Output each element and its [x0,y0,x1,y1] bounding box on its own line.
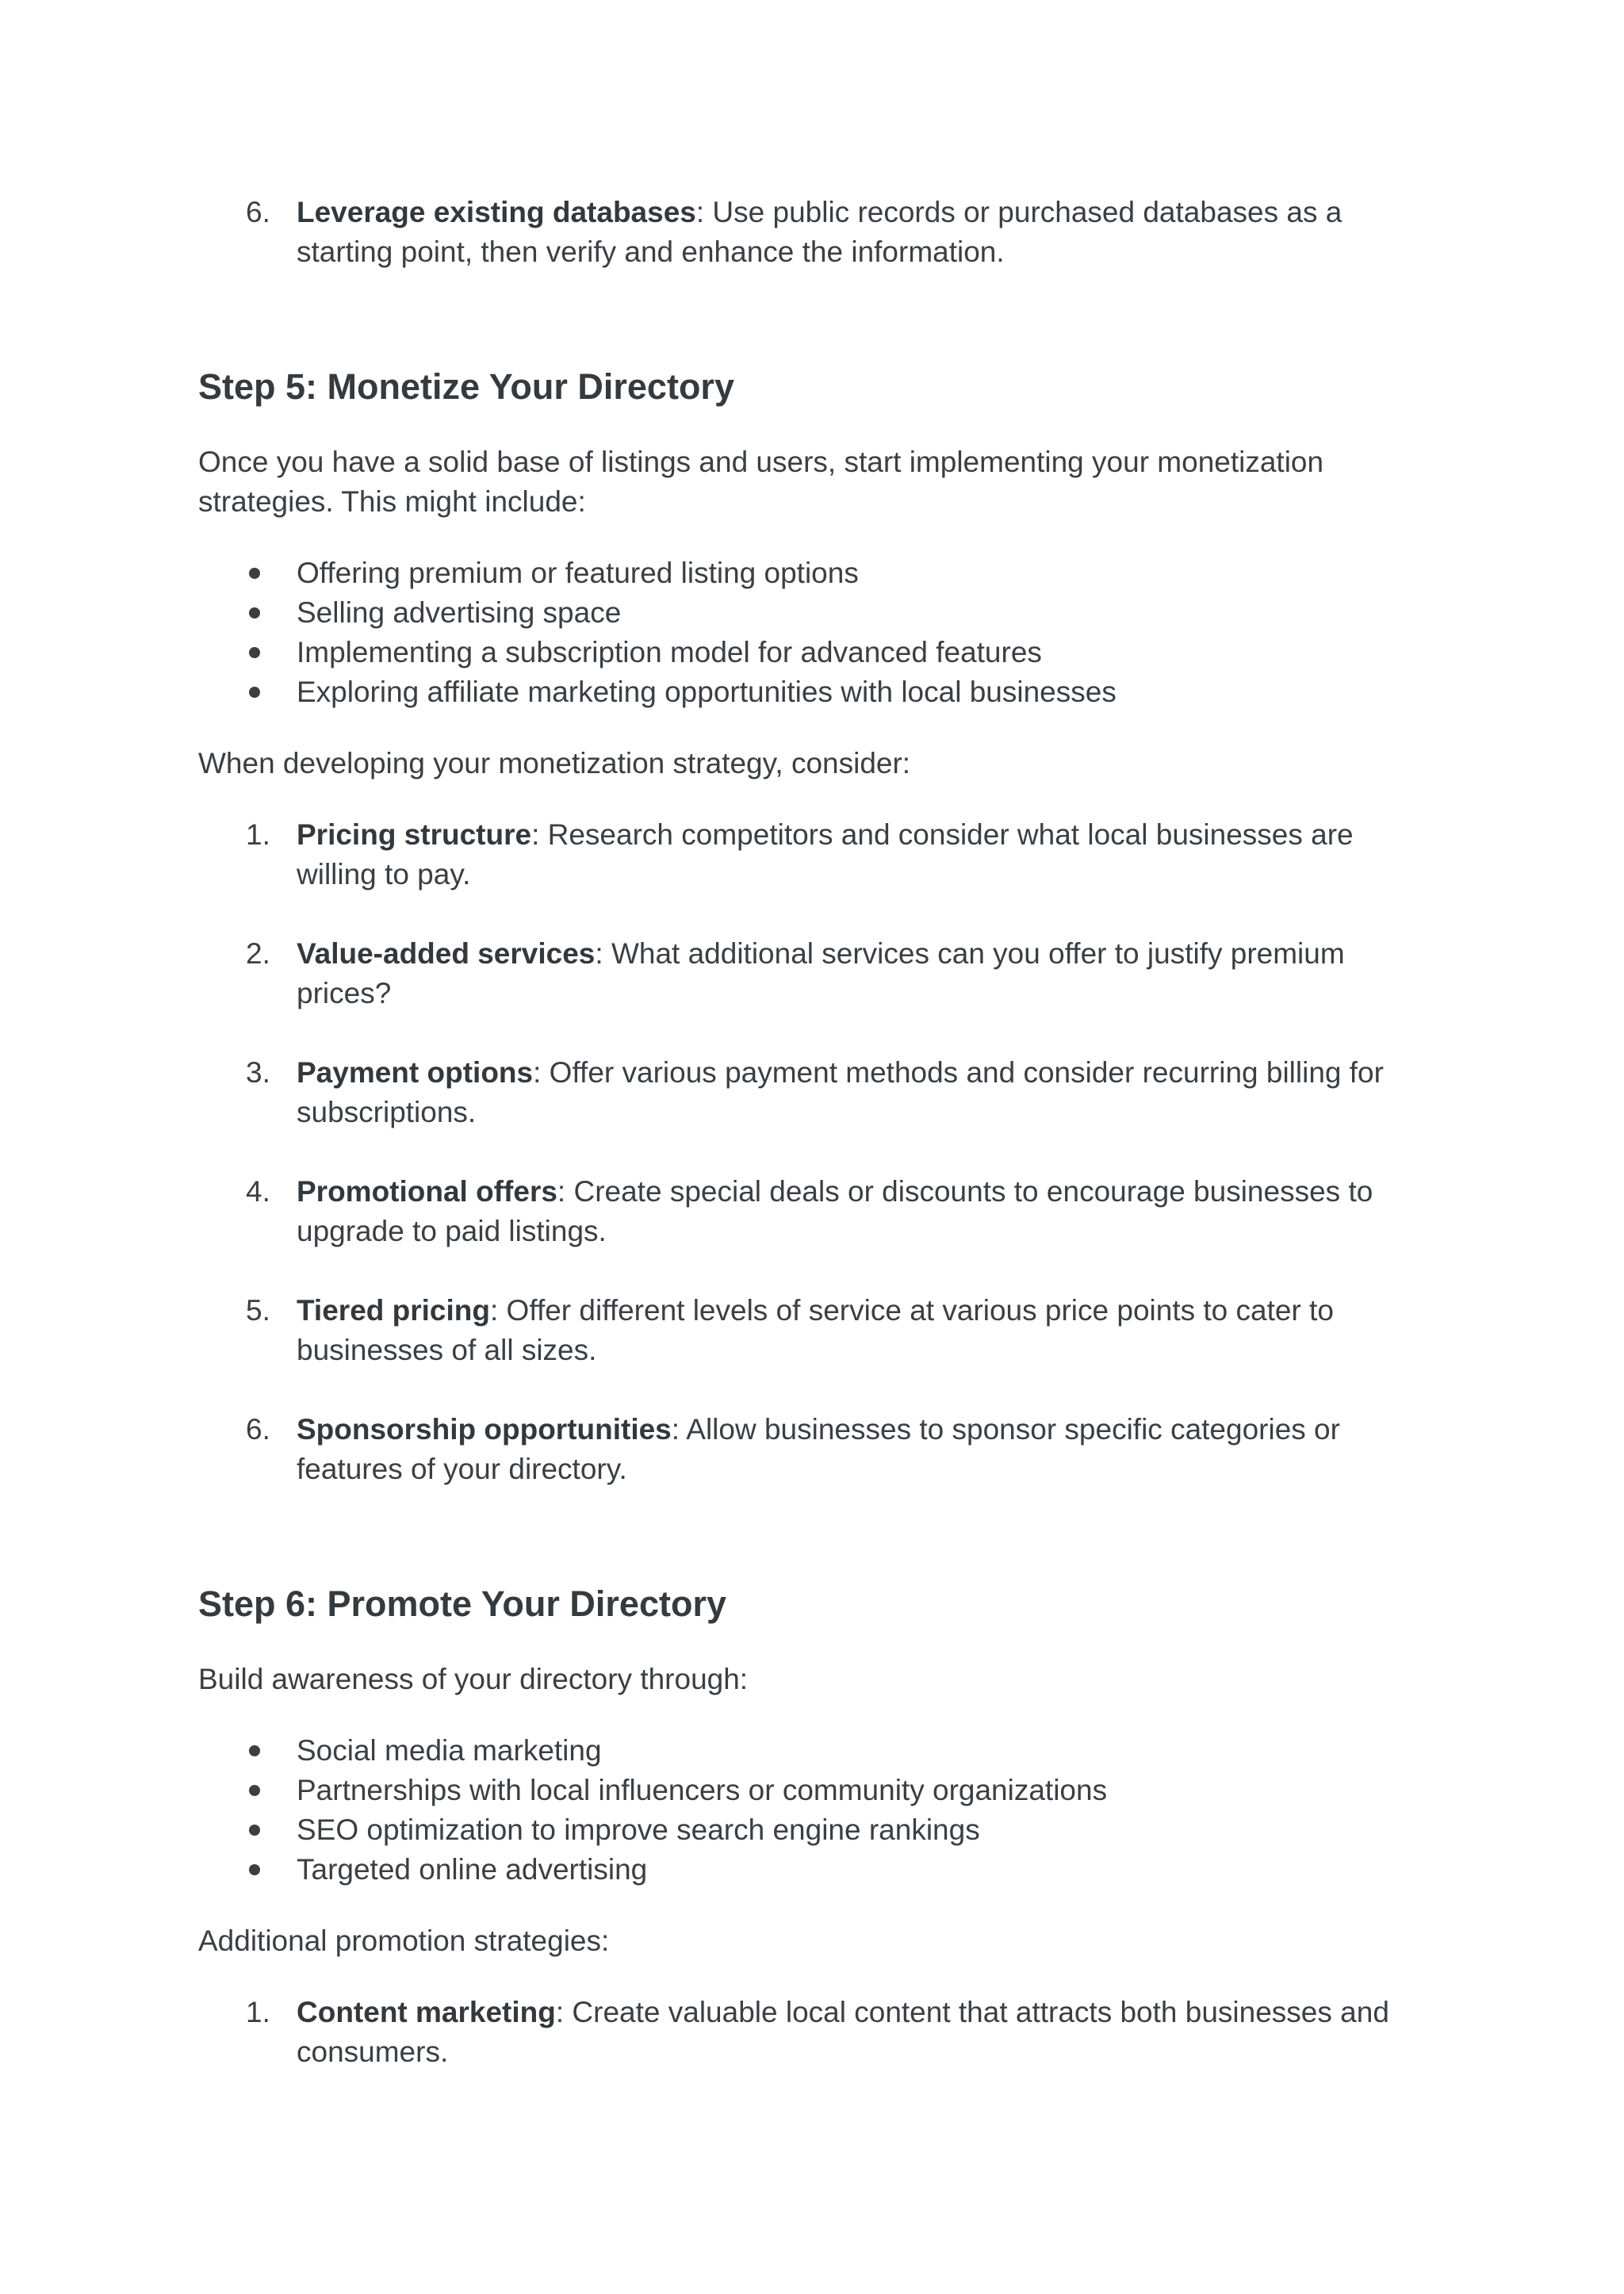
step6-intro: Build awareness of your directory through: [198,1663,749,1695]
section-heading-step5: Step 5: Monetize Your Directory [198,366,734,407]
section-heading-step6: Step 6: Promote Your Directory [198,1584,726,1624]
bullet-icon [249,568,260,579]
item-term: Pricing structure [297,818,532,851]
bullet-icon [249,647,260,658]
intro-numbered-list [198,193,1435,272]
item-text: : What additional services can you offer to justify premium prices? [297,937,1345,1009]
list-item [198,1771,1435,1810]
bullet-icon [249,607,260,618]
item-term: Content marketing [297,1996,556,2028]
list-item [198,1993,1435,2072]
bullet-icon [249,1825,260,1836]
list-item [198,934,1435,1013]
item-text: : Create valuable local content that attracts both businesses and consumers. [297,1996,1389,2068]
list-item [198,1410,1435,1489]
item-text: Targeted online advertising [297,1853,648,1886]
step6-additional: Additional promotion strategies: [198,1924,610,1957]
list-item [198,193,1435,272]
list-item [198,553,1435,593]
step6-bullet-list [198,1731,1435,1890]
list-number: 5. [246,1294,270,1327]
bullet-icon [249,1864,260,1875]
bullet-icon [249,687,260,698]
item-term: Value-added services [297,937,596,970]
list-number: 6. [246,196,270,228]
step6-numbered-list [198,1993,1435,2072]
list-item [198,672,1435,712]
item-term: Sponsorship opportunities [297,1413,672,1446]
list-item [198,1172,1435,1251]
list-number: 1. [246,818,270,851]
list-item [198,1810,1435,1850]
item-text: : Offer various payment methods and consider recurring billing for subscriptions. [297,1056,1384,1128]
item-text: : Research competitors and consider what local businesses are willing to pay. [297,818,1354,890]
step5-bullet-list [198,553,1435,712]
item-text: Exploring affiliate marketing opportunities with local businesses [297,676,1116,708]
list-item [198,593,1435,633]
item-text: : Use public records or purchased databases as a starting point, then verify and enhance the information. [297,196,1342,268]
item-text: : Allow businesses to sponsor specific categories or features of your directory. [297,1413,1340,1485]
list-number: 2. [246,937,270,970]
item-term: Tiered pricing [297,1294,490,1327]
list-number: 4. [246,1175,270,1208]
item-text: Implementing a subscription model for advanced features [297,636,1042,668]
item-text: : Create special deals or discounts to encourage businesses to upgrade to paid listings. [297,1175,1373,1247]
item-term: Payment options [297,1056,534,1089]
item-text: Selling advertising space [297,596,622,629]
list-number: 1. [246,1996,270,2028]
item-text: Social media marketing [297,1734,602,1767]
list-number: 6. [246,1413,270,1446]
bullet-icon [249,1745,260,1756]
list-item [198,1291,1435,1370]
step5-consider: When developing your monetization strategy, consider: [198,747,911,779]
list-item [198,1850,1435,1890]
list-number: 3. [246,1056,270,1089]
list-item [198,1053,1435,1132]
list-item [198,1731,1435,1771]
item-text: : Offer different levels of service at various price points to cater to businesses of all sizes. [297,1294,1334,1366]
item-text: Offering premium or featured listing options [297,557,859,589]
list-item [198,633,1435,672]
item-text: Partnerships with local influencers or community organizations [297,1774,1108,1806]
item-term: Leverage existing databases [297,196,696,228]
document-page [198,193,1435,2072]
item-text: SEO optimization to improve search engine rankings [297,1813,980,1846]
bullet-icon [249,1785,260,1796]
step5-numbered-list [198,815,1435,1489]
item-term: Promotional offers [297,1175,557,1208]
list-item [198,815,1435,894]
step5-intro: Once you have a solid base of listings and users, start implementing your monetization strategies. This might include: [198,446,1324,518]
